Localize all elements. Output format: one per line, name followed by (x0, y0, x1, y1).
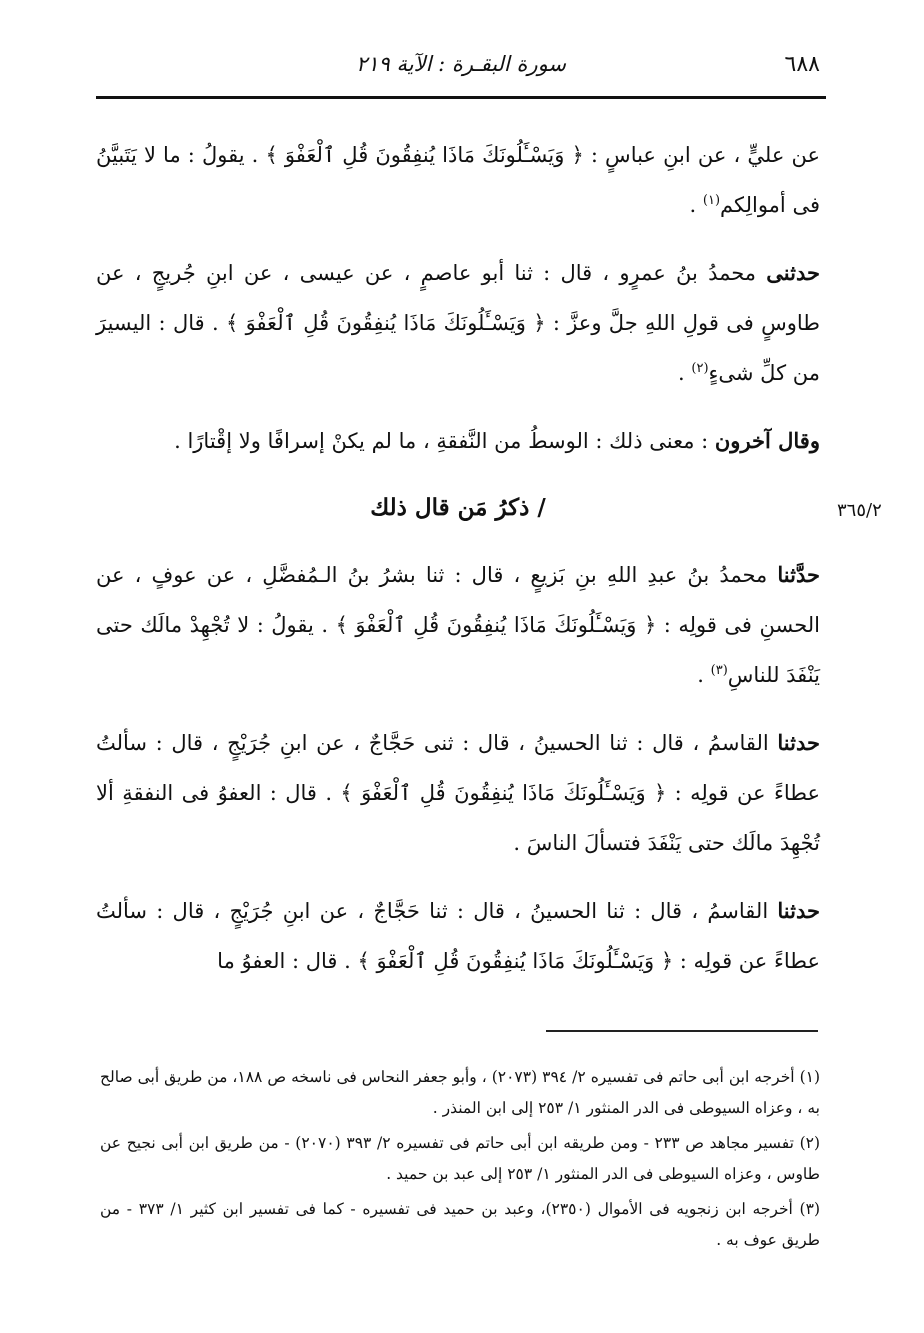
paragraph-tail: . (689, 193, 703, 217)
paragraph-tail: . (697, 663, 711, 687)
paragraph-text: : معنى ذلك : الوسطُ من النَّفقةِ ، ما لم يكنْ إسرافًا ولا إقْتارًا . (174, 429, 715, 453)
paragraph-lead: حدثنا (777, 730, 820, 755)
paragraph (96, 248, 820, 398)
footnotes (100, 1062, 820, 1260)
paragraph-tail: . (678, 361, 692, 385)
running-title: سورة البقـرة : الآية ٢١٩ (355, 52, 567, 76)
paragraph-lead: حدَّثنا (777, 562, 820, 587)
paragraph-lead: حدثنى (766, 260, 820, 285)
page-number: ٦٨٨ (784, 52, 820, 77)
paragraph-text: القاسمُ ، قال : ثنا الحسينُ ، قال : ثنى حَجَّاجٌ ، عن ابنِ جُرَيْجٍ ، قال : سألتُ عطاءً عن قولِه : ﴿ وَيَسْـَٔلُونَكَ مَاذَا يُنفِقُونَ قُلِ ٱلْعَفْوَ ﴾ . قال : العفوُ فى النفقةِ ألا تُجْهِدَ مالَك حتى يَنْفَدَ فتسألَ الناسَ . (96, 731, 820, 855)
footnote: (٣) أخرجه ابن زنجويه فى الأموال (٢٣٥٠)، وعبد بن حميد فى تفسيره - كما فى تفسير ابن كثير ١/ ٣٧٣ - من طريق عوف به . (100, 1200, 820, 1249)
footnote: (١) أخرجه ابن أبى حاتم فى تفسيره ٢/ ٣٩٤ (٢٠٧٣) ، وأبو جعفر النحاس فى ناسخه ص ١٨٨، من طريق أبى صالح به ، وعزاه السيوطى فى الدر المنثور ١/ ٢٥٣ إلى ابن المنذر . (100, 1068, 821, 1117)
footnote-marker: (٢) (691, 361, 709, 376)
main-text (96, 130, 820, 1004)
paragraph-text: القاسمُ ، قال : ثنا الحسينُ ، قال : ثنا حَجَّاجٌ ، عن ابنِ جُرَيْجٍ ، قال : سألتُ عطاءً عن قولِه : ﴿ وَيَسْـَٔلُونَكَ مَاذَا يُنفِقُونَ قُلِ ٱلْعَفْوَ ﴾ . قال : العفوُ ما (96, 899, 820, 973)
paragraph (96, 550, 820, 700)
footnote-marker: (١) (702, 193, 721, 208)
margin-reference: ٣٦٥/٢ (837, 500, 882, 521)
paragraph-lead: حدثنا (777, 898, 820, 923)
paragraph (96, 416, 820, 466)
paragraph-text: محمدُ بنُ عبدِ اللهِ بنِ بَزيعٍ ، قال : ثنا بشرُ بنُ الـمُفضَّلِ ، عن عوفٍ ، عن الحسنِ فى قولِه : ﴿ وَيَسْـَٔلُونَكَ مَاذَا يُنفِقُونَ قُلِ ٱلْعَفْوَ ﴾ . يقولُ : لا تُجْهِدْ مالَك حتى يَنْفَدَ للناسِ (96, 563, 820, 687)
paragraph-text: محمدُ بنُ عمرٍو ، قال : ثنا أبو عاصمٍ ، عن عيسى ، عن ابنِ جُريجٍ ، عن طاوسٍ فى قولِ اللهِ جلَّ وعزَّ : ﴿ وَيَسْـَٔلُونَكَ مَاذَا يُنفِقُونَ قُلِ ٱلْعَفْوَ ﴾ . قال : اليسيرَ من كلِّ شىءٍ (96, 261, 820, 385)
paragraph-lead: وقال آخرون (714, 428, 820, 453)
footnote-marker: (٣) (710, 663, 728, 678)
header-rule (96, 96, 826, 99)
section-heading: / ذكرُ مَن قال ذلك (370, 494, 546, 521)
footnote-rule (546, 1030, 818, 1032)
paragraph (96, 886, 820, 986)
paragraph-text: عن عليٍّ ، عن ابنِ عباسٍ : ﴿ وَيَسْـَٔلُونَكَ مَاذَا يُنفِقُونَ قُلِ ٱلْعَفْوَ ﴾ . يقولُ : ما لا يَتَبيَّنُ فى أموالِكم (96, 143, 820, 217)
footnote: (٢) تفسير مجاهد ص ٢٣٣ - ومن طريقه ابن أبى حاتم فى تفسيره ٢/ ٣٩٣ (٢٠٧٠) - من طريق ابن أبى نجيح عن طاوس ، وعزاه السيوطى فى الدر المنثور ١/ ٢٥٣ إلى عبد بن حميد . (100, 1134, 821, 1183)
running-header (96, 48, 826, 94)
paragraph (96, 718, 820, 868)
paragraph (96, 130, 820, 230)
